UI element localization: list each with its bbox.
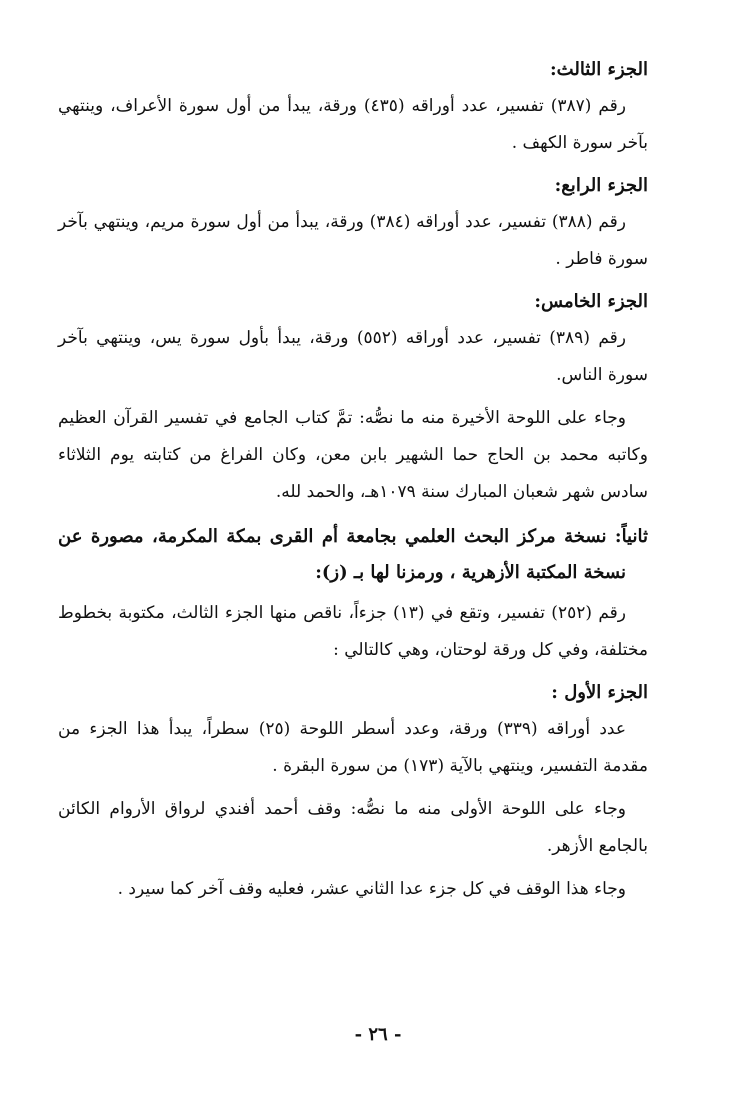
endowment-note-continued: وجاء هذا الوقف في كل جزء عدا الثاني عشر، فعليه وقف آخر كما سيرد . xyxy=(117,879,626,899)
colophon-paragraph: وجاء على اللوحة الأخيرة منه ما نصُّه: تمَّ كتاب الجامع في تفسير القرآن العظيم وكاتبه محمد بن الحاج حما الشهير بابن معن، وكان الفراغ من كتابته يوم الثلاثاء سادس شهر شعبان المبارك سنة ١٠٧٩هـ، والحمد لله. xyxy=(58,408,648,502)
endowment-note: وجاء على اللوحة الأولى منه ما نصُّه: وقف أحمد أفندي لرواق الأروام الكائن بالجامع الأزهر. xyxy=(58,799,648,856)
part-one-description: عدد أوراقه (٣٣٩) ورقة، وعدد أسطر اللوحة (٢٥) سطراً، يبدأ هذا الجزء من مقدمة التفسير، وينتهي بالآية (١٧٣) من سورة البقرة . xyxy=(58,719,648,776)
page-number: - ٢٦ - xyxy=(354,1024,402,1045)
part-five-description: رقم (٣٨٩) تفسير، عدد أوراقه (٥٥٢) ورقة، يبدأ بأول سورة يس، وينتهي بآخر سورة الناس. xyxy=(58,328,648,385)
part-four-heading: الجزء الرابع: xyxy=(554,175,648,196)
second-manuscript-title: ثانياً: نسخة مركز البحث العلمي بجامعة أم القرى بمكة المكرمة، مصورة عن نسخة المكتبة الأزهرية ، ورمزنا لها بـ (ز): xyxy=(58,526,648,583)
part-one-heading: الجزء الأول : xyxy=(551,682,648,703)
part-four-description: رقم (٣٨٨) تفسير، عدد أوراقه (٣٨٤) ورقة، يبدأ من أول سورة مريم، وينتهي بآخر سورة فاطر . xyxy=(58,212,648,269)
part-three-heading: الجزء الثالث: xyxy=(550,59,648,80)
part-five-heading: الجزء الخامس: xyxy=(534,291,648,312)
page-body xyxy=(58,52,648,914)
part-three-description: رقم (٣٨٧) تفسير، عدد أوراقه (٤٣٥) ورقة، يبدأ من أول سورة الأعراف، وينتهي بآخر سورة الكهف . xyxy=(58,96,648,153)
second-manuscript-description: رقم (٢٥٢) تفسير، وتقع في (١٣) جزءاً، ناقص منها الجزء الثالث، مكتوبة بخطوط مختلفة، وفي كل ورقة لوحتان، وهي كالتالي : xyxy=(58,603,648,660)
